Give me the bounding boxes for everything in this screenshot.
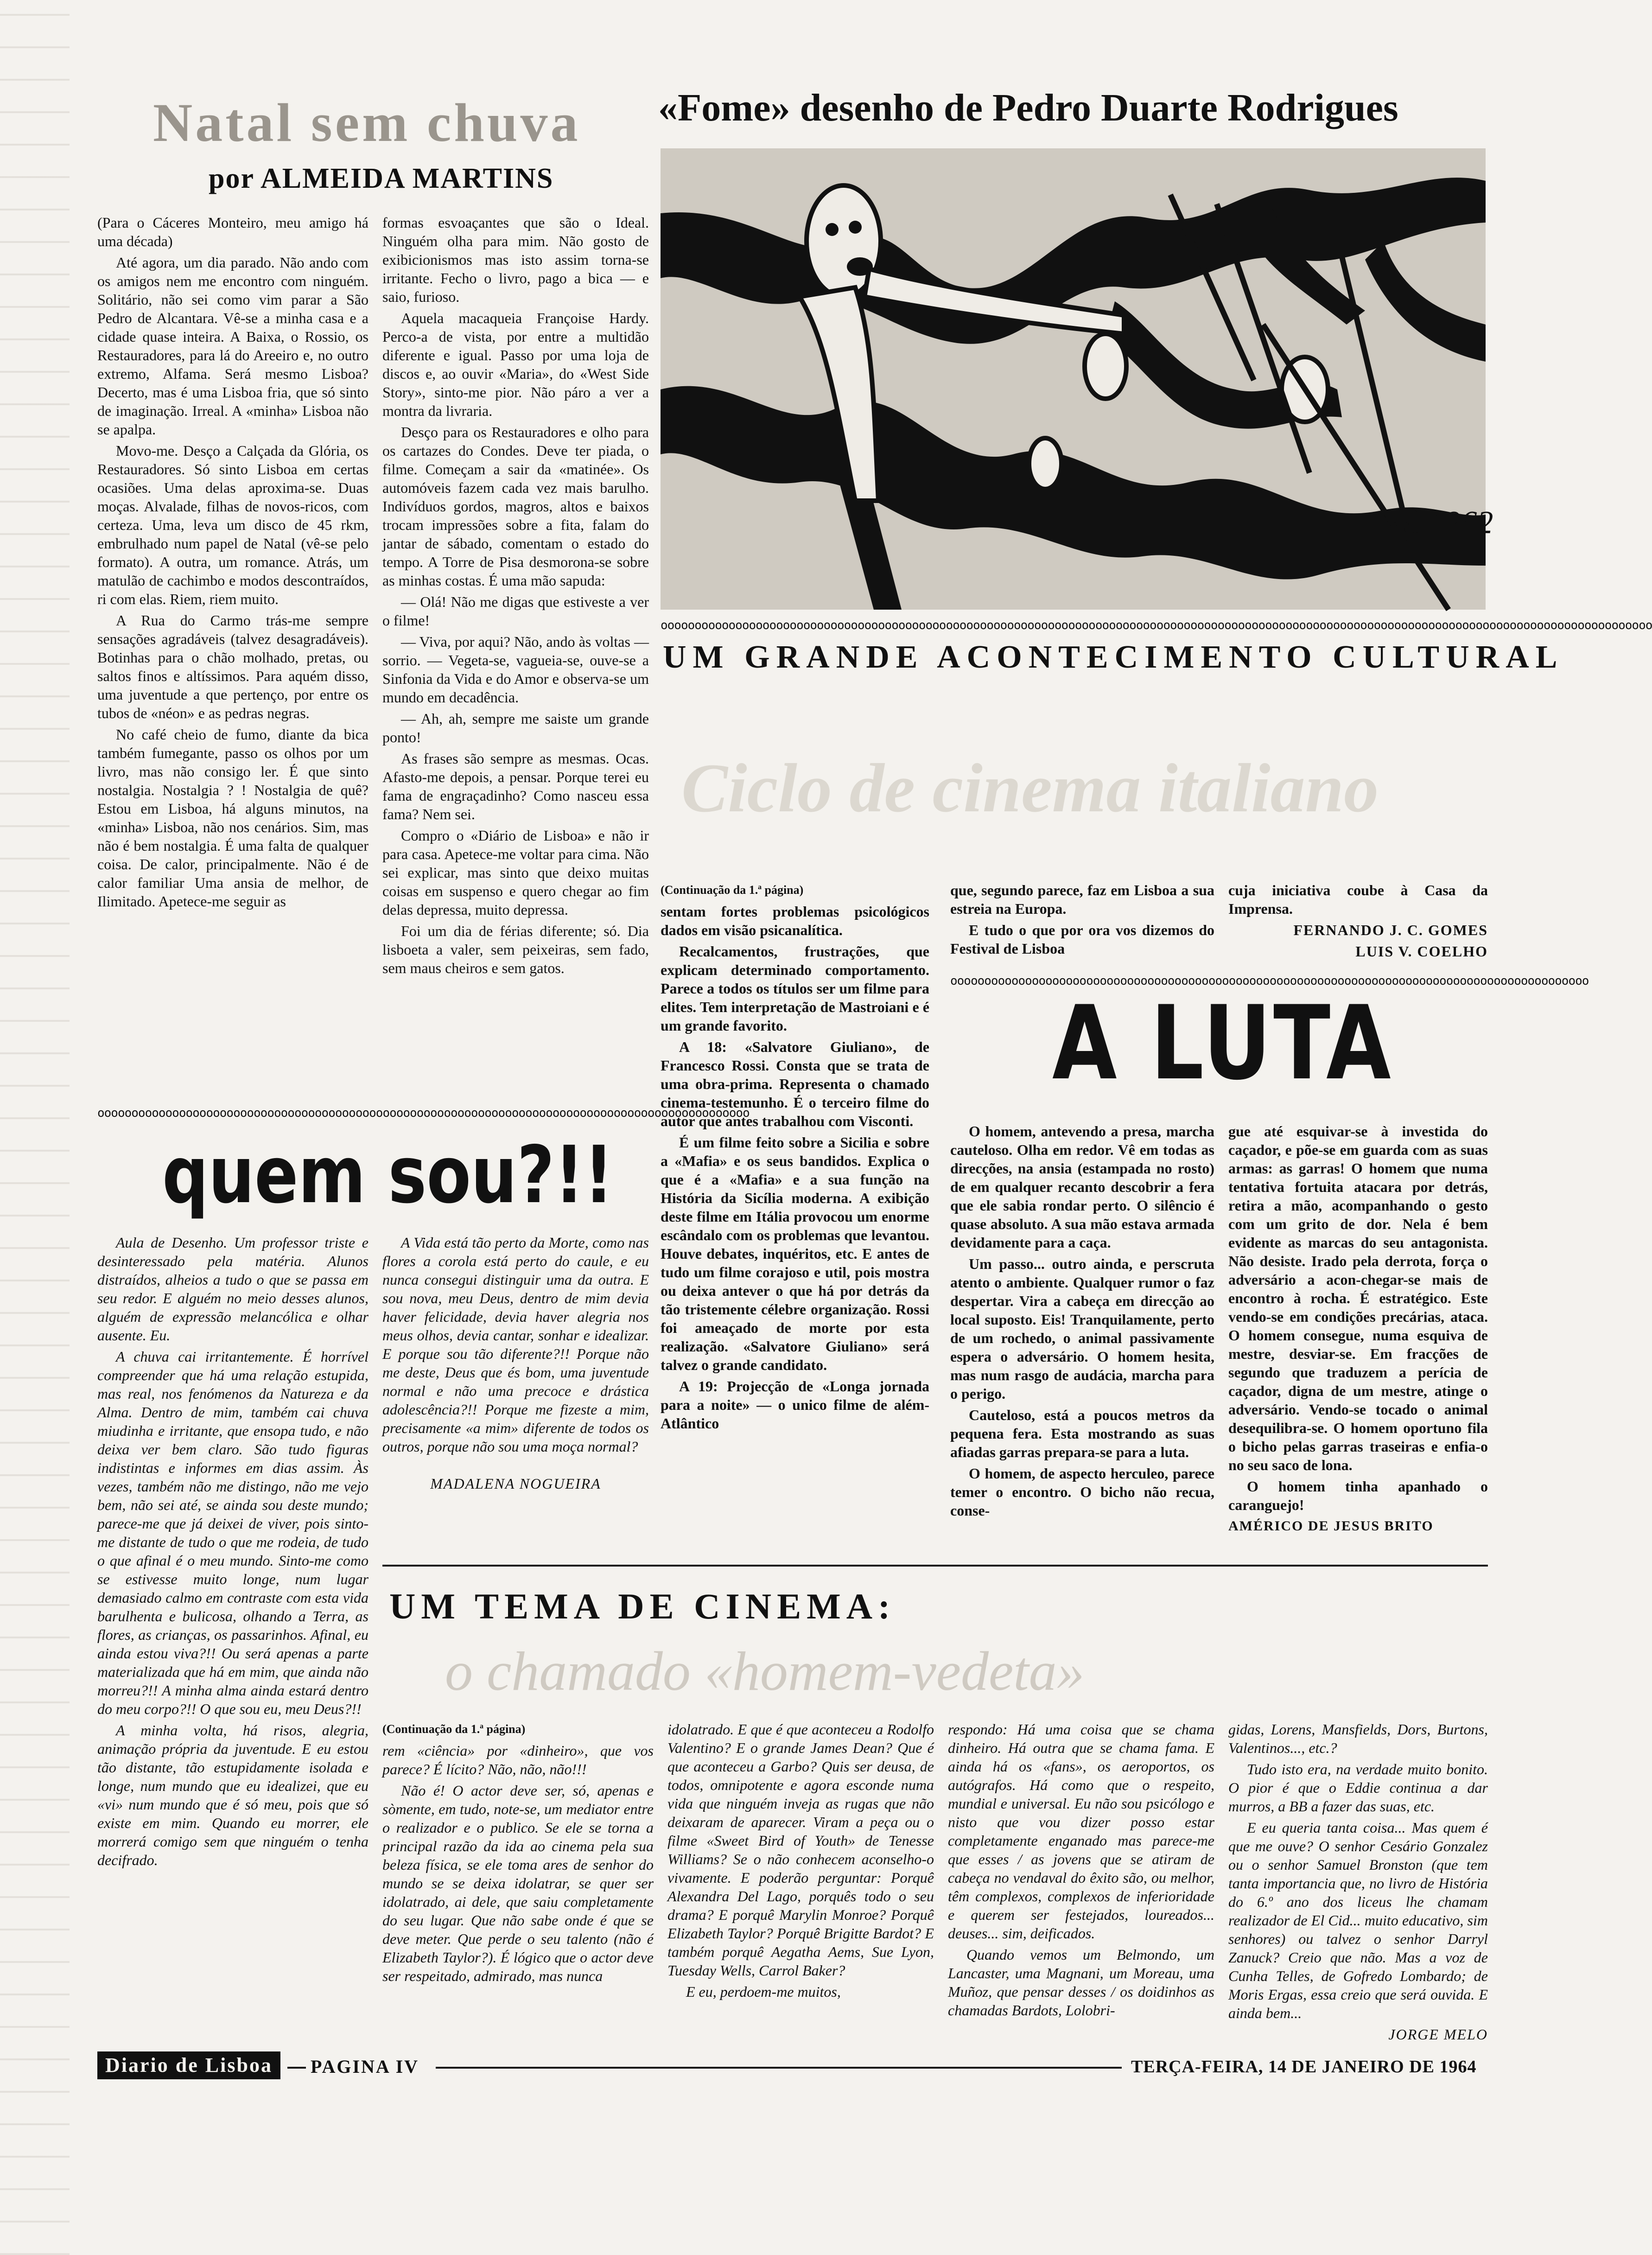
- paragraph: A 19: Projecção de «Longa jornada para a noite» — o unico filme de além-Atlântico: [661, 1378, 929, 1432]
- paragraph: Cauteloso, está a poucos metros da pequena fera. Esta mostrando as suas afiadas garras prepara-se para a luta.: [950, 1407, 1214, 1460]
- luta-author: AMÉRICO DE JESUS BRITO: [1228, 1518, 1434, 1534]
- paragraph: gidas, Lorens, Mansfields, Dors, Burtons, Valentinos..., etc.?: [1228, 1721, 1488, 1756]
- paragraph: idolatrado. E que é que aconteceu a Rodolfo Valentino? E o grande James Dean? Que é que aconteceu a Garbo? Quis ser deusa, de todos, omnipotente e agora esconde numa vida que ninguém inveja as rugas que não deixaram de aparecer. Viram a peça ou o filme «Sweet Bird of Youth» de Tenesse Williams? Se o não conhecem aconselho-o vivamente. E poderão perguntar: Porquê Alexandra Del Lago, porquês todo o seu drama? E porquê Marylin Monroe? Porquê Elizabeth Taylor? Porquê Brigitte Bardot? E também porquê Aegatha Aems, Sue Lyon, Tuesday Wells, Carrol Baker?: [667, 1721, 934, 1979]
- natal-byline: por ALMEIDA MARTINS: [209, 163, 554, 194]
- fome-drawing: [661, 148, 1493, 610]
- paragraph: cuja iniciativa coube à Casa da Imprensa.: [1228, 882, 1488, 917]
- paragraph: Aula de Desenho. Um professor triste e desinteressado pela matéria. Alunos distraídos, alheios a tudo o que se passa em seu redor. E alguém no meio desses alunos, alguém de expressão melancólica e olhar ausente. Eu.: [97, 1234, 369, 1344]
- cinema-subhead: o chamado «homem-vedeta»: [445, 1640, 1085, 1702]
- quem-column-2: [382, 1233, 649, 1496]
- paragraph: As frases são sempre as mesmas. Ocas. Afasto-me depois, a pensar. Porque terei eu fama de engraçadinho? Como nasceu essa fama? Nem sei.: [382, 750, 649, 822]
- paragraph: rem «ciência» por «dinheiro», que vos parece? É lícito? Não, não, não!!!: [382, 1742, 654, 1777]
- paragraph: Foi um dia de férias diferente; só. Dia lisboeta a valer, sem peixeiras, sem fado, sem maus cheiros e sem gatos.: [382, 923, 649, 976]
- paragraph: Desço para os Restauradores e olho para os cartazes do Condes. Deve ter piada, o filme. Começam a sair da «matinée». Os automóveis fazem cada vez mais barulho. Indivíduos gordos, magros, altos e baixos trocam impressões sobre a fita, falam do jantar de sábado, comentam o estado do tempo. A Torre de Pisa desmorona-se sobre as minhas costas. É uma mão sapuda:: [382, 424, 649, 589]
- quem-column-1: [97, 1233, 369, 1872]
- paragraph: O homem tinha apanhado o caranguejo!: [1228, 1478, 1488, 1513]
- cinema-column-1: [382, 1720, 654, 1988]
- paragraph: E eu queria tanta coisa... Mas quem é que me ouve? O senhor Cesário Gonzalez ou o senhor Samuel Bronston (que tem tanta importancia que, no livro de História do 6.º ano dos liceus lhe chamam realizador de El Cid... muito educativo, sim senhores) ou talvez o senhor Darryl Zanuck? Creio que não. Mas a voz de Cunha Telles, de Gofredo Lombardo; de Moris Ergas, essa creio que será ouvida. E ainda bem...: [1228, 1819, 1488, 2021]
- luta-column-2: [1228, 1122, 1488, 1538]
- paragraph: E tudo o que por ora vos dizemos do Festival de Lisboa: [950, 922, 1214, 957]
- paragraph: O homem, de aspecto herculeo, parece temer o encontro. O bicho não recua, conse-: [950, 1465, 1214, 1519]
- divider-dots: oooooooooooooooooooooooooooooooooooooooooooooooooooooooooooooooooooooooooooooooooooooooooooooooooooooooooooooooooooooooooooooooooooooooooooooooooo: [661, 618, 1652, 632]
- footer-date: TERÇA-FEIRA, 14 DE JANEIRO DE 1964: [1131, 2057, 1477, 2077]
- paragraph: A Vida está tão perto da Morte, como nas flores a corola está perto do caule, e eu nunca consegui distinguir uma da outra. E sou nova, meu Deus, dentro de mim devia haver felicidade, devia haver alegria nos meus olhos, devia cantar, sonhar e idealizar. E porque sou tão diferente?!! Porque não me deste, Deus que és bom, uma juventude normal e não uma precoce e drástica adolescência?!! Porque me fizeste a mim, precisamente «a mim» diferente de todos os outros, porque não sou uma moça normal?: [382, 1234, 649, 1455]
- paragraph: E eu, perdoem-me muitos,: [686, 1983, 841, 2000]
- paragraph: O homem, antevendo a presa, marcha cauteloso. Olha em redor. Vê em todas as direcções, na ansia (estampada no rosto) de em qualquer recanto descobrir a fera que ele sabia rondar perto. O silêncio é quase absoluto. A sua mão estava armada devidamente para a caça.: [950, 1123, 1214, 1251]
- luta-title: A LUTA: [1052, 984, 1393, 1102]
- quem-author: MADALENA NOGUEIRA: [430, 1475, 601, 1492]
- footer-masthead: Diario de Lisboa: [97, 2051, 280, 2079]
- paragraph: Até agora, um dia parado. Não ando com os amigos nem me encontro com ninguém. Solitário, não sei como vim parar a São Pedro de Alcantara. Vê-se a minha casa e a cidade quase inteira. A Baixa, o Rossio, os Restauradores, para lá do Areeiro e, no outro extremo, Alfama. Será mesmo Lisboa? Decerto, mas é uma Lisboa fria, que só sinto de imaginação. Irreal. A «minha» Lisboa não se apalpa.: [97, 254, 369, 438]
- paragraph: Movo-me. Desço a Calçada da Glória, os Restauradores. Só sinto Lisboa em certas ocasiões. Uma delas aproxima-se. Duas moças. Alvalade, filhas de novos-ricos, com certeza. Uma, leva um disco de 45 rkm, embrulhado num papel de Natal (vê-se pelo formato). A outra, um romance. Atrás, um matulão de cachimbo e modos descontraídos, ri com elas. Riem, riem muito.: [97, 442, 369, 607]
- paragraph: sentam fortes problemas psicológicos dados em visão psicanalítica.: [661, 903, 929, 938]
- paragraph: A 18: «Salvatore Giuliano», de Francesco Rossi. Consta que se trata de uma obra-prima. Representa o chamado cinema-testemunho. É o terceiro filme do autor que antes trabalhou com Visconti.: [661, 1038, 929, 1129]
- drawing-illustration: [661, 148, 1493, 610]
- cinema-author: JORGE MELO: [1388, 2026, 1488, 2043]
- cultural-column-1: [661, 881, 929, 1435]
- paragraph: No café cheio de fumo, diante da bica também fumegante, passo os olhos por um livro, mas não consigo ler. É que sinto nostalgia. Nostalgia ? ! Nostalgia de quê? Estou em Lisboa, há alguns minutos, na «minha» Lisboa, não nos cenários. Sim, mas não é bem nostalgia. É uma falta de qualquer coisa. De calor, principalmente. Não é de calor familiar Uma ansia de melhor, de Ilimitado. Apetece-me seguir as: [97, 726, 369, 910]
- paragraph: Recalcamentos, frustrações, que explicam determinado comportamento. Parece a todos os títulos ser um filme para elites. Tem interpretação de Mastroiani e é um grande favorito.: [661, 943, 929, 1034]
- divider-rule: [382, 1565, 1488, 1567]
- paragraph: É um filme feito sobre a Sicilia e sobre a «Mafia» e os seus bandidos. Explica o que é a «Mafia» e a sua função na História da Sicília moderna. A exibição deste filme em Itália provocou um enorme escândalo com os problemas que levantou. Houve debates, inquéritos, etc. E antes de tudo um filme corajoso e util, pois mostra ou deixa antever o que há por detrás da tão tristemente célebre organização. Rossi foi ameaçado de morte por esta realização. «Salvatore Giuliano» será talvez o grande candidato.: [661, 1134, 929, 1373]
- cinema-column-3: [948, 1720, 1214, 2022]
- paragraph: Quando vemos um Belmondo, um Lancaster, uma Magnani, um Moreau, uma Muñoz, que pensar desses / os doidinhos as chamadas Bardots, Lolobri-: [948, 1946, 1214, 2019]
- natal-dedication: (Para o Cáceres Monteiro, meu amigo há uma década): [97, 214, 369, 249]
- paragraph: que, segundo parece, faz em Lisboa a sua estreia na Europa.: [950, 882, 1214, 917]
- cultural-column-2: [950, 881, 1214, 961]
- paragraph: — Viva, por aqui? Não, ando às voltas — sorrio. — Vegeta-se, vagueia-se, ouve-se a Sinfonia da Vida e do Amor e observa-se um mundo em decadência.: [382, 633, 649, 706]
- fome-title: «Fome» desenho de Pedro Duarte Rodrigues: [658, 86, 1398, 129]
- natal-column-1: [97, 213, 369, 913]
- scan-edge: [0, 0, 70, 2255]
- cinema-headline: UM TEMA DE CINEMA:: [389, 1586, 896, 1626]
- natal-title: Natal sem chuva: [153, 92, 581, 153]
- paragraph: Não é! O actor deve ser, só, apenas e sòmente, em tudo, note-se, um mediator entre o realizador e o publico. Se ele se torna a principal razão da ida ao cinema pela sua beleza física, se ele toma ares de senhor do mundo se se deixa idolatrar, se quer ser idolatrado, ai dele, que saiu completamente do seu lugar. Que não sabe onde é que se deve meter. Que perde o seu talento (não é Elizabeth Taylor?). É lógico que o actor deve ser respeitado, admirado, mas nunca: [382, 1782, 654, 1984]
- paragraph: gue até esquivar-se à investida do caçador, e põe-se em guarda com as suas armas: as garras! O homem que numa tentativa fortuita atacara por detrás, retira a mão, acompanhando o gesto com um grito de dor. Nela é bem evidente as marcas do seu antagonista. Não desiste. Irado pela derrota, força o adversário a acon-chegar-se mais de encontro à rocha. É estratégico. Este vendo-se em condições precárias, ataca. O homem consegue, numa esquiva de mestre, desviar-se. Em fracções de segundo que traduzem a perícia de caçador, digna de um mestre, atinge o adversário. Vendo-se tocado o animal desequilibra-se. O homem oportuno fila o bicho pelas garras traseiras e enfia-o no seu saco de lona.: [1228, 1123, 1488, 1473]
- cultural-column-3: [1228, 881, 1488, 963]
- cinema-continuation: (Continuação da 1.ª página): [382, 1722, 526, 1736]
- paragraph: Um passo... outro ainda, e perscruta atento o ambiente. Qualquer rumor o faz despertar. Vira a cabeça em direcção ao local suposto. Eis! Tranquilamente, perto de um rochedo, o animal passivamente espera o adversário. O homem hesita, mas num rasgo de audácia, marcha para o perigo.: [950, 1255, 1214, 1402]
- paragraph: A Rua do Carmo trás-me sempre sensações agradáveis (talvez desagradáveis). Botinhas para o chão molhado, pretas, ou saltos finos e altíssimos. Para aquém disso, uma juventude a que pertenço, por entre os tubos de «néon» e as pedras negras.: [97, 612, 369, 721]
- paragraph: — Ah, ah, sempre me saiste um grande ponto!: [382, 710, 649, 745]
- footer-rule: [436, 2067, 1122, 2069]
- footer-page-number: PAGINA IV: [311, 2056, 419, 2077]
- cinema-column-4: [1228, 1720, 1488, 2046]
- quem-title: quem sou?!!: [162, 1129, 614, 1221]
- paragraph: A chuva cai irritantemente. É horrível compreender que há uma relação estupida, mas real, nos fenómenos da Natureza e da Alma. Dentro de mim, também cai chuva miudinha e irritante, que ensopa tudo, e não deixa ver bem claro. São tudo figuras indistintas e informes em dias assim. Às vezes, também não me distingo, não me vejo bem, não sei até, se ainda sou deste mundo; parece-me que já deixei de viver, pois sinto-me distante de tudo o que me rodeia, de tudo o que afinal é o meu mundo. Sinto-me como se estivesse muito longe, num lugar demasiado calmo em contraste com esta vida barulhenta e bulicosa, olhando a Terra, as flores, as crianças, os passarinhos. Afinal, eu ainda estou viva?!! Ou será apenas a parte materializada que há em mim, que ainda não morreu?!! A minha alma ainda estará dentro do meu corpo?!! O que sou eu, meu Deus?!!: [97, 1348, 369, 1717]
- cultural-continuation: (Continuação da 1.ª página): [661, 883, 804, 897]
- divider-dots: oooooooooooooooooooooooooooooooooooooooooooooooooooooooooooooooooooooooooooooooooooooooooooooooo: [97, 1106, 750, 1120]
- footer-rule: [287, 2067, 306, 2069]
- paragraph: Aquela macaqueia Françoise Hardy. Perco-a de vista, por entre a multidão diferente e igual. Passo por uma loja de discos e, ao ouvir «Maria», do «West Side Story», sinto-me pior. Não páro a ver a montra da livraria.: [382, 310, 649, 419]
- paragraph: respondo: Há uma coisa que se chama dinheiro. Há outra que se chama fama. E ainda há os «fans», os aeroportos, os autógrafos. Há como que o respeito, mundial e universal. Eu não sou psicólogo e nisto que vou dizer posso estar completamente enganado mas parece-me que esses / as jovens que se atiram de cabeça no vendaval do êxito são, ou melhor, têm complexos, complexos de inferioridade e querem ser festejados, loureados... deuses... sim, deificados.: [948, 1721, 1214, 1942]
- paragraph: Compro o «Diário de Lisboa» e não ir para casa. Apetece-me voltar para cima. Não sei explicar, mas sinto que deixo muitas coisas em suspenso e quero chegar ao fim delas depressa, muito depressa.: [382, 827, 649, 918]
- paragraph: — Olá! Não me digas que estiveste a ver o filme!: [382, 593, 649, 629]
- cultural-signature-2: LUIS V. COELHO: [1355, 943, 1488, 960]
- paragraph: A minha volta, há risos, alegria, animação própria da juventude. E eu estou tão distante, tão estupidamente isolada e longe, num mundo que eu idealizei, que eu «vi» num mundo que é só meu, pois que só existe em mim. Quando eu morrer, ele morrerá comigo sem que ninguém o tenha decifrado.: [97, 1722, 369, 1868]
- divider-dots: oooooooooooooooooooooooooooooooooooooooooooooooooooooooooooooooooooooooooooooooooooooooooooooo: [950, 974, 1589, 988]
- cinema-column-2: [667, 1720, 934, 2004]
- natal-column-2: [382, 213, 649, 980]
- paragraph: formas esvoaçantes que são o Ideal. Ninguém olha para mim. Não gosto de exibicionismos mas isto assim torna-se irritante. Fecho o livro, pago a bica — e saio, furioso.: [382, 214, 649, 305]
- drawing-signature: Ped 1962: [1370, 505, 1493, 541]
- paragraph: Tudo isto era, na verdade muito bonito. O pior é que o Eddie continua a dar murros, a BB a fazer das suas, etc.: [1228, 1761, 1488, 1815]
- luta-column-1: [950, 1122, 1214, 1522]
- cultural-subhead: Ciclo de cinema italiano: [681, 750, 1379, 827]
- cultural-signature-1: FERNANDO J. C. GOMES: [1293, 922, 1488, 938]
- cultural-headline: UM GRANDE ACONTECIMENTO CULTURAL: [663, 639, 1564, 675]
